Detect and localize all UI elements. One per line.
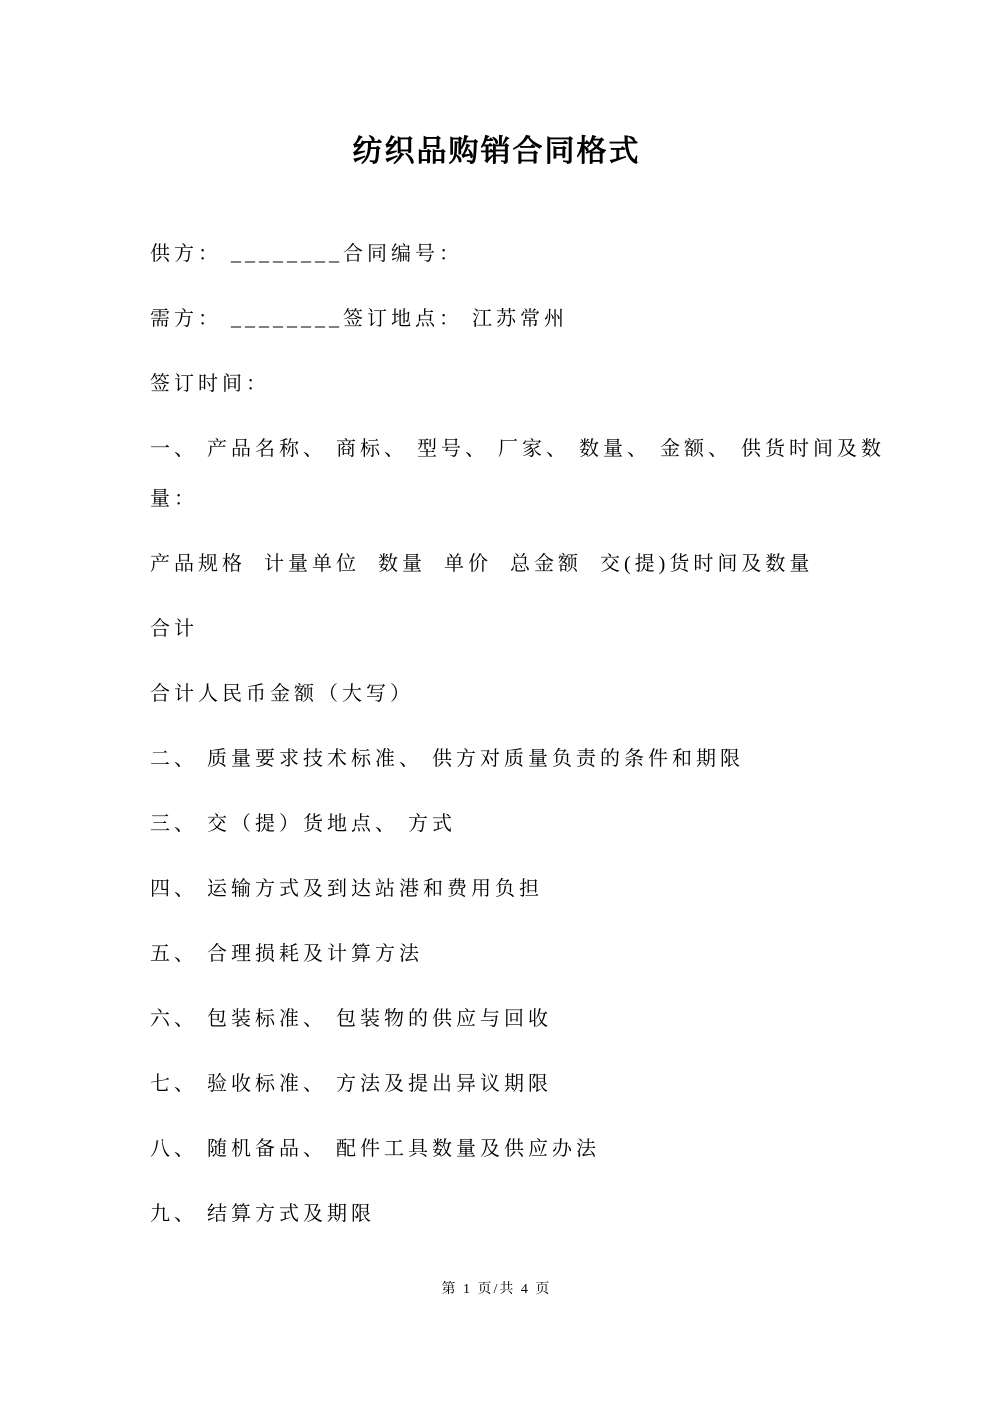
clause-1-product-info-part2: 量： [150,488,198,510]
line-signing-time: 签订时间： [150,373,270,395]
line-supplier-and-contract-no: 供方： ________合同编号： [150,243,463,265]
document-body [150,229,993,1239]
line-total: 合计 [150,618,198,640]
clause-7-acceptance-standard: 七、 验收标准、 方法及提出异议期限 [150,1073,552,1095]
line-total-amount-in-words: 合计人民币金额（大写） [150,683,414,705]
clause-8-spare-parts: 八、 随机备品、 配件工具数量及供应办法 [150,1138,600,1160]
document-title: 纺织品购销合同格式 [352,135,641,168]
clause-4-transport-mode: 四、 运输方式及到达站港和费用负担 [150,878,543,900]
clause-9-settlement-method: 九、 结算方式及期限 [150,1203,375,1225]
clause-5-reasonable-loss: 五、 合理损耗及计算方法 [150,943,423,965]
clause-1-product-info-part1: 一、 产品名称、 商标、 型号、 厂家、 数量、 金额、 供货时间及数 [150,438,885,460]
line-buyer-and-signing-place: 需方： ________签订地点： 江苏常州 [150,308,568,330]
clause-6-packaging-standard: 六、 包装标准、 包装物的供应与回收 [150,1008,552,1030]
clause-2-quality-requirements: 二、 质量要求技术标准、 供方对质量负责的条件和期限 [150,748,744,770]
clause-3-delivery-place: 三、 交（提）货地点、 方式 [150,813,456,835]
page-number: 第 1 页/共 4 页 [441,1282,552,1297]
line-spec-table-header: 产品规格 计量单位 数量 单价 总金额 交(提)货时间及数量 [150,553,814,575]
